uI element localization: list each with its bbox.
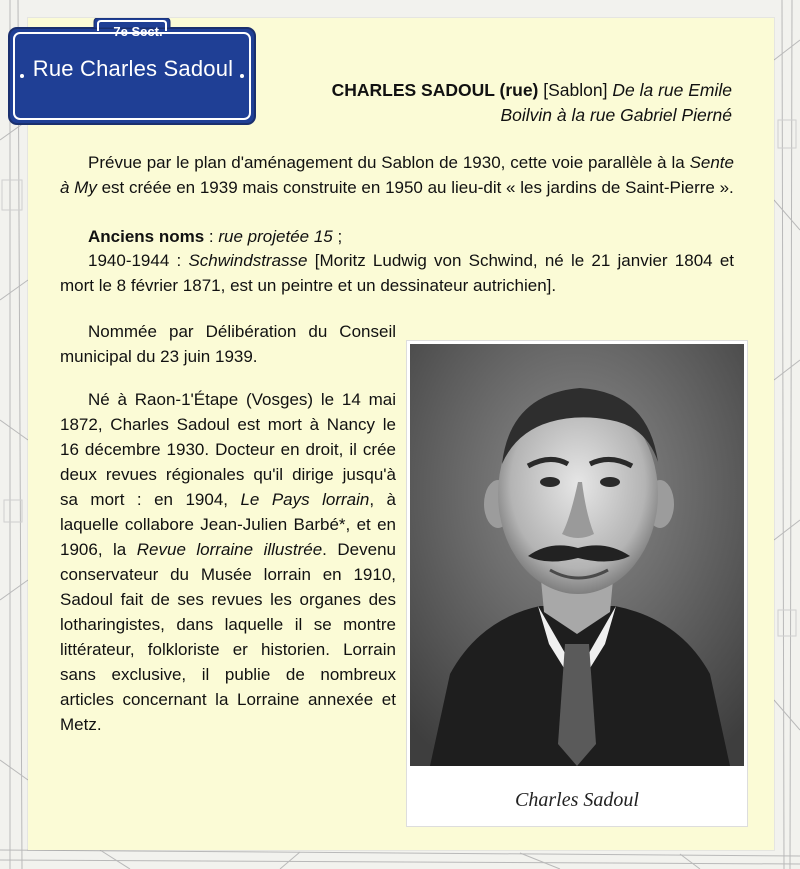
route-description: De la rue Emile Boilvin à la rue Gabriel Pierné xyxy=(500,80,732,125)
text-segment: Né à Raon-1'Étape (Vosges) le 14 mai 1872, Charles Sadoul est mort à Nancy le 16 décembre 1930. Docteur en droit, il crée deux revues régionales qu'il dirige jusqu'à sa mort : en 1904, xyxy=(60,390,396,509)
text-segment: ; xyxy=(332,227,343,246)
street-title: CHARLES SADOUL (rue) xyxy=(331,80,539,100)
text-italic: Sente à My xyxy=(60,153,734,197)
text-italic: Le Pays lorrain xyxy=(240,490,370,509)
text-segment: : xyxy=(204,227,219,246)
text-segment: est créée en 1939 mais construite en 1950 au lieu-dit « les jardins de Saint-Pierre ». xyxy=(96,178,734,197)
text-segment: [Moritz Ludwig von Schwind, né le 21 janvier 1804 et mort le 8 février 1871, est un peintre et un dessinateur autrichien]. xyxy=(60,251,735,295)
text-italic: Schwindstrasse xyxy=(188,251,308,270)
text-italic: Revue lorraine illustrée xyxy=(136,540,323,559)
paragraph-history xyxy=(60,150,734,200)
former-names-label: Anciens noms xyxy=(88,227,205,246)
paragraph-naming xyxy=(60,319,396,369)
paragraph-german-name xyxy=(60,248,734,298)
text-segment: Prévue par le plan d'aménagement du Sablon de 1930, cette voie parallèle à la xyxy=(88,153,690,172)
text-segment: Nommée par Délibération du Conseil municipal du 23 juin 1939. xyxy=(60,322,396,366)
paragraph-former-names xyxy=(60,224,734,249)
street-heading xyxy=(276,78,732,128)
sign-section-label: 7e Sect. xyxy=(113,24,163,39)
text-segment: 1940-1944 : xyxy=(88,251,189,270)
district-label: [Sablon] xyxy=(543,80,608,100)
portrait-photo-icon xyxy=(410,344,744,766)
street-sign xyxy=(8,18,256,126)
sign-street-name: Rue Charles Sadoul xyxy=(32,56,234,81)
text-segment: , à laquelle collabore Jean-Julien Barbé*, et en 1906, la xyxy=(60,490,397,559)
portrait-frame xyxy=(406,340,748,827)
text-italic: rue projetée 15 xyxy=(218,227,333,246)
portrait-caption: Charles Sadoul xyxy=(515,789,639,811)
text-segment: . Devenu conservateur du Musée lorrain en 1910, Sadoul fait de ses revues les organes des lotharingistes, dans laquelle il se montre littérateur, folkloriste er historien. Lorrain sans exclusive, il publie de nombreux articles concernant la Lorraine annexée et Metz. xyxy=(60,540,396,734)
paragraph-biography xyxy=(60,387,396,737)
